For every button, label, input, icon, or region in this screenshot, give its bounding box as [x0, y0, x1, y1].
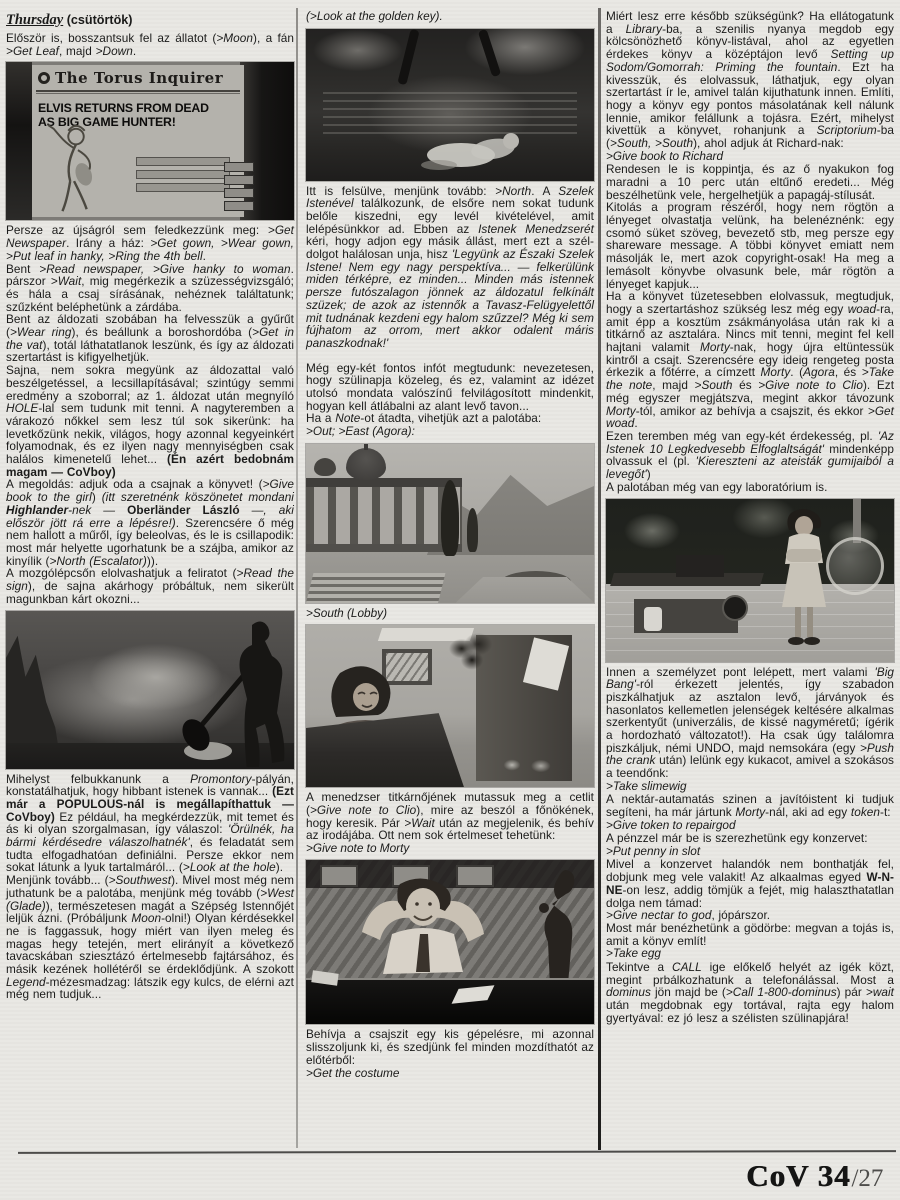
newspaper-logo-icon [38, 72, 50, 84]
plant [446, 631, 498, 675]
page-footer [746, 1158, 883, 1194]
newspaper-masthead [32, 65, 244, 88]
desk [306, 978, 594, 1024]
paragraph: A mozgólépcsőn elolvashatjuk a feliratot (>Read the sign), de sajna akárhogy próbáltuk, nem sikerült magunkban kárt okozni... [6, 566, 294, 606]
stylobate [306, 544, 462, 552]
pillar [853, 499, 861, 543]
steps [306, 573, 446, 603]
paragraph: Kitolás a program részéről, hogy nem rögtön a lényeget olvastatja velünk, ha belenéznénk: egy csomó süket szöveg, bevezető stb, meg persze egy shareware message. A többi könyvet emiatt nem másolják le, mert azok copyright-osak! Ha meg a lemásolt könyvbe olvasunk bele, már rögtön a lényeget kapjuk... [606, 200, 894, 291]
newspaper-screenshot [6, 62, 294, 220]
text-bar [136, 183, 230, 192]
command-line: >Put penny in slot [606, 843, 701, 858]
onion-dome-small [314, 458, 336, 476]
paragraph: A megoldás: adjuk oda a csajnak a könyvet! (>Give book to the girl) (itt szeretnénk köszönetet mondani Highlander-nek — Oberländer László —, aki először jött rá erre a lépésre!). Szerencsére ő még nem hallott a műről, így beleolvas, és le is csillapodik: most már helyette ugorhatunk be a szájba, amikor az kinyílik (>North (Escalator))). [6, 477, 294, 568]
ui-button-bar [224, 188, 254, 198]
text-bar [136, 170, 230, 179]
paragraph: Innen a személyzet pont lelépett, mert valami 'Big Bang'-ról érkezett jelentés, így szabadon piszkálhatjuk az asztalon levő, járványok és hasonlatos kellemetlen jelenségek keltésére alkalmas szerkentyűt (univerzális, de kissé nagyméretű; ígérik a hordozható változatot!). Ha csak úgy találomra piszkáljuk, némi UNDO, majd nemsokára (egy >Push the crank után) lelünk egy kukacot, amivel a szokásos a teendőnk: [606, 664, 895, 781]
path [456, 577, 594, 603]
paragraph: Sajna, nem sokra megyünk az áldozattal való beszélgetéssel, a lecsillapításával; szintúgy semmi eredmény a szoborral; az 1. áldozat után megnyíló HOLE-lal sem tudunk mit tenni. A nagyteremben a várakozó nőkkel sem lesz túl sok sikerünk: ha levetkőzünk nekik, világos, hogy azonnal kegyeinkért folyamodnak, és ez ilyen nagy mennyiségben csak halálos kimenetelű lehet... (Én azért bedobnám magam — CoVboy) [6, 363, 294, 479]
paragraph: Itt is felsülve, menjünk tovább: >North. A Szelek Istenével találkozunk, de elsőre nem sokat tudunk belőle kiszedni, egy levél kivételével, amit lelépésünkkor ad. Ebben az Istenek Menedzserét kéri, hogy adjon egy másik állást, mert ezt a szél-dolgot halálosan unja, hisz 'Legyünk az Északi Szelek Istene! Nem egy nagy perspektíva... — felkerülünk miden térképre, ez minden... Minden más istennek persze futószalagon jönnek az áldozatul felkínált szüzek; de azok az istennők a Tavasz-Felügyelettől mit tudnának kezdeni egy halom szűzzel? Még ki sem fújhatom az orrom, mert akkor odalent máris panaszkodnak!' [306, 183, 594, 350]
text-bar [136, 157, 230, 166]
paragraph: Bent >Read newspaper, >Give hanky to woman. párszor >Wait, mig megérkezik a szüzességvizsgáló; és hála a csaj sírásának, nehéznek találtatunk; szűzként beléphetünk a zárdába. [6, 261, 295, 314]
tree-trunk [477, 29, 500, 77]
bathing-goddess-figure [415, 125, 535, 171]
column-left [6, 10, 294, 1001]
command-line: >Give note to Morty [306, 840, 410, 855]
paragraph: Behívja a csajszit egy kis gépelésre, mi azonnal slisszoljunk ki, és szedjünk fel minden mozdíthatót az előtérből: [306, 1027, 594, 1067]
newspaper-buttons [224, 162, 254, 214]
cypress-tree-small [467, 508, 478, 552]
paragraph: Miért lesz erre később szükségünk? Ha ellátogatunk a Library-ba, a szenilis nyanya megdob egy kölcsönözhető könyv-listával, ahol az egyetlen érdekes könyv a középtájon levő Setting up Sodom/Gomorrah: Priming the fountain. Ezt ha kivesszük, és elolvassuk, láthatjuk, egy olyan szertartást ír le, amivel talán kijuthatunk innen. Említi, hogy a könyv egy pontos másolatának kell nálunk lennie, amikor felállunk a tojásra. Ezért, mihelyst kivettük a könyvet, rohanjunk a Scriptorium-ba (>South, >South), ahol adjuk át Richard-nak: [606, 9, 894, 151]
paragraph: Mihelyst felbukkanunk a Promontory-pályán, konstatálhatjuk, hogy hibbant istenek is vannak... (Ezt már a POPULOUS-nál is megállapíthattuk — CoVboy) Ez például, ha megkérdezzük, mit temet és ás ki olyan szorgalmasan, így válaszol: 'Örülnék, ha bármi kérdésedre válaszolhatnék', és feladatát sem tudta elfogadhatóan definiálni. Persze ekkor nem sokat látunk a lyuk tartalmáról... (>Look at the hole). [6, 771, 295, 875]
paragraph: Ezen teremben még van egy-két érdekesség, pl. 'Az Istenek 10 Legkedvesebb Elfoglaltságát' mindenképp olvassuk el (pl. 'Kiereszteni az ateisták gumijaiból a levegőt') [606, 429, 895, 482]
command-line: >Take egg [606, 946, 661, 961]
paragraph: Még egy-két fontos infót megtudunk: nevezetesen, hogy szülinapja közeleg, és ez, valamint az idézet utolsó mondata valószínű felvilágosított mindenkit, hogyan kell átlábalni az alant levő tavon... [306, 360, 594, 413]
lab-table [612, 555, 762, 641]
column-divider-left [296, 8, 298, 1148]
paragraph: Menjünk tovább... (>Southwest). Mivel most még nem juthatunk be a palotába, menjünk még tovább (>West (Glade)), természetesen magát a Szépség Istennőjét leljük ázni. (Próbáljunk Moon-olni!) Olyan kérdésekkel ne is faggassuk, hogy miért van ilyen meleg és magas hegy tetején, mert elirányít a következő tavacskában sziesztázó értelmesebb fajtársához, és másik kezének hollétéről se érdeklődjünk. A szokott Legend-mézesmadzag: látszik egy kulcs, de elérni azt még nem tudjuk... [6, 873, 294, 1002]
newspaper-text-bars [136, 157, 230, 196]
paragraph: Persze az újságról sem feledkezzünk meg: >Get Newspaper. Irány a ház: >Get gown, >Wear gown, >Put leaf in hanky, >Ring the 4th bell. [6, 223, 294, 263]
ui-button-bar [224, 162, 254, 172]
agora-palace-screenshot [306, 444, 594, 603]
digging-god-figure [174, 613, 290, 767]
palace-colonnade [306, 478, 462, 552]
command-line: (>Look at the golden key). [306, 9, 443, 23]
white-cylinder [644, 607, 662, 631]
onion-dome-large [346, 448, 386, 480]
command-line: >Take slimewig [606, 778, 687, 793]
columns [306, 487, 462, 544]
paragraph: >Give nectar to god, jópárszor. [606, 908, 771, 923]
command-line: >Give book to Richard [606, 148, 724, 163]
column-divider-right [598, 8, 601, 1150]
entablature [306, 478, 462, 487]
command-line: >South (Lobby) [306, 605, 387, 620]
paragraph: A pénzzel már be is szerezhetünk egy konzervet: [606, 831, 868, 846]
command-line: >Out; >East (Agora): [306, 424, 415, 439]
shelf-items [496, 755, 560, 775]
tree-trunk [397, 29, 419, 85]
apparatus-box [676, 555, 724, 577]
paragraph: Most már benézhetünk a gödörbe: megvan a tojás is, amit a könyv említ! [606, 920, 894, 948]
paragraph: Rendesen le is koppintja, és az ő nyakukon fog maradni a 10 perc után eltűnő eredeti... Még beszélhetünk vele, hergelhetjük a papagáj-stílusát. [606, 162, 894, 202]
paragraph: A palotában még van egy laboratórium is. [606, 479, 828, 494]
column-middle [306, 10, 594, 1080]
headline-line-1: ELVIS RETURNS FROM DEAD [38, 101, 209, 116]
paragraph: A nektár-autamatás szinen a javítóistent ki tudjuk segíteni, ha már jártunk Morty-nál, aki ad egy token-t: [606, 792, 894, 820]
footer-rule [18, 1150, 896, 1154]
standing-woman-figure [767, 507, 839, 659]
paragraph: Bent az áldozati szobában ha felvesszük a gyűrűt (>Wear ring), és beállunk a boroshordóba (>Get in the vat), totál láthatatlanok leszünk, és így az áldozati szertartást is kifigyelhetjük. [6, 312, 294, 365]
magazine-brand: CoV 34 [746, 1158, 851, 1193]
ui-button-bar [224, 175, 254, 185]
paragraph: A menedzser titkárnőjének mutassuk meg a cetlit (>Give note to Clio), mire az beszól a főnökének, hogy keresik. Pár >Wait után az megjelenik, és behív az irodájába. Ott nem sok értelmeset tehetünk: [306, 790, 595, 843]
lobby-secretary-screenshot [306, 625, 594, 787]
command-line: >Give token to repairgod [606, 817, 736, 832]
laboratory-screenshot [606, 499, 894, 662]
column-right [606, 10, 894, 1024]
ui-button-bar [224, 201, 254, 211]
headline-line-2: AS BIG GAME HUNTER! [38, 114, 176, 129]
paragraph: Mivel a konzervet halandók nem bonthatják fel, dobjunk meg vele valakit! Az alkaalmas egyed W-N-NE-on lesz, addig tömjük a fejét, mig halaszthatatlan dolga nem támad: [606, 857, 894, 910]
crank-wheel [722, 595, 748, 621]
newspaper-left-border [6, 62, 32, 220]
elvis-sketch [40, 123, 112, 215]
page-number: /27 [851, 1165, 884, 1192]
newspaper-page [32, 65, 244, 217]
paragraph: Ha a Note-ot átadta, vihetjük azt a palotába: [306, 411, 542, 426]
masthead-rule [36, 90, 240, 92]
newspaper-title: The Torus Inquirer [55, 69, 224, 88]
command-line: >Get the costume [306, 1065, 400, 1080]
golden-key-pond-screenshot [306, 29, 594, 181]
masthead-rule-thin [36, 93, 240, 94]
morty-office-screenshot [306, 860, 594, 1024]
paragraph: Először is, bosszantsuk fel az állatot (>Moon), a fán >Get Leaf, majd >Down. [6, 31, 294, 58]
promontory-screenshot [6, 611, 294, 769]
section-heading: Thursday (csütörtök) [6, 12, 133, 28]
paragraph: Ha a könyvet tüzetesebben elolvassuk, megtudjuk, hogy a szertartáshoz szükség lesz még egy woad-ra, amit épp a kosztüm zsákmányolása után rak ki a titkárnő az asztalára. Nincs mit tenni, megint fel kell hajtani valamit Morty-nak, hogy újra eltüntessük kintről a csajt. Szerencsére egy ideig rengeteg posta érkezik a főtérre, a címzett Morty. (Agora, és >Take the note, majd >South és >Give note to Clio). Ezt még egyszer megjátszva, megint akkor távozunk Morty-tól, amikor az behívja a csajszit, és ekkor >Get woad. [606, 289, 895, 431]
paragraph: Tekintve a CALL ige előkelő helyét az igék közt, megint prbálkozhatunk a telefonálással. Most a dominus jön majd be (>Call 1-800-dominus) pár >wait után megdobnak egy tortával, rajta egy halom gyertyával: ez jó lesz a szélisten szülinapjára! [606, 959, 894, 1025]
